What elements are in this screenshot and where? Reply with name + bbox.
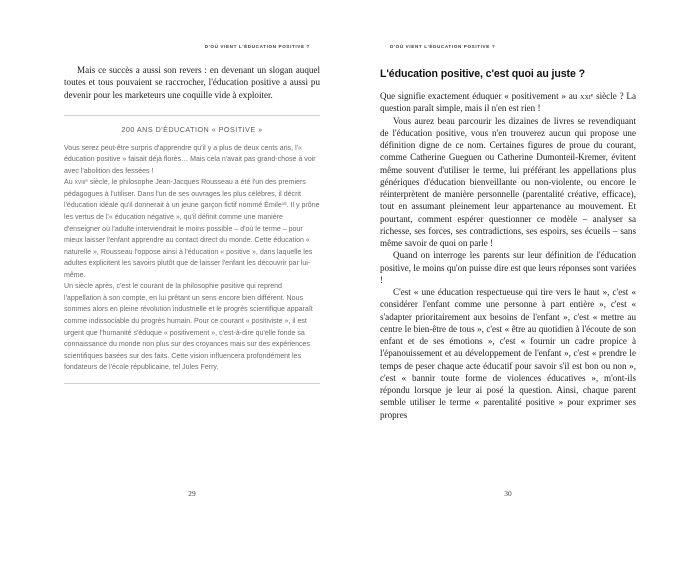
sidebar-paragraph-2: Au xviii$^e$ siècle, le philosophe Jean-Jacques Rousseau a été l'un des premiers pédagogues à l'utiliser. Dans l'un de ses ouvrages les plus célèbres, il décrit l'éducation idéale qu'il donnerait à un jeune garçon fictif nommé Émile$^{15}$. Il y prône les vertus de l'« éducation négative », qu'il définit comme une manière d'enseigner où l'adulte interviendrait le moins possible – d'où le terme – pour mieux laisser l'enfant apprendre au contact direct du monde. Cette éducation « naturelle », Rousseau l'oppose ainsi à l'éducation « positive », dans laquelle les adultes explicitent les savoirs plutôt que de laisser l'enfant les découvrir par lui-même. [64, 178, 320, 279]
right-body-paragraph-3: Quand on interroge les parents sur leur définition de l'éducation positive, le moins qu'on puisse dire est que leurs réponses sont variées ! [380, 250, 636, 285]
sidebar-box [64, 115, 320, 384]
folio-left: 29 [188, 489, 196, 498]
right-body-paragraph-2: Vous aurez beau parcourir les dizaines de livres se revendiquant de l'éducation positive, vous n'en trouverez aucun qui propose une définition digne de ce nom. Certaines figures de proue du courant, comme Catherine Gueguen ou Catherine Dumonteil-Kremer, évitent même souvent d'utiliser le terme, lui préférant les appellations plus génériques d'éducation bienveillante ou non-violente, ou encore le réinterprètent de manière personnelle (parentalité créative, efficace), tout en assumant pleinement leur appartenance au mouvement. Et pourtant, comment espérer questionner ce modèle – analyser sa richesse, ses forces, ses contradictions, ses espoirs, ses écueils – sans même savoir de quoi on parle ! [380, 115, 636, 248]
folio-right: 30 [504, 489, 512, 498]
sidebar-paragraph-1: Vous serez peut-être surpris d'apprendre qu'il y a plus de deux cents ans, l'« éducation positive » faisait déjà florès… Mais cela n'avait pas grand-chose à voir avec l'abolition des fessées ! [64, 144, 316, 175]
sidebar-title: 200 ANS D'ÉDUCATION « POSITIVE » [121, 124, 263, 134]
running-head-left: D'OÙ VIENT L'ÉDUCATION POSITIVE ? [204, 44, 310, 49]
section-heading: L'éducation positive, c'est quoi au juste ? [380, 68, 585, 80]
sidebar-paragraph-3: Un siècle après, c'est le courant de la philosophie positive qui reprend l'appellation à son compte, en lui prêtant un sens encore bien différent. Nous sommes alors en pleine révolution industrielle et le progrès scientifique apparaît comme indissociable du progrès humain. Pour ce courant « positiviste », il est urgent que l'humanité s'éduque « positivement », c'est-à-dire qu'elle fonde sa connaissance du monde non plus sur des croyances mais sur des expériences scientifiques basées sur des faits. Cette vision influencera profondément les fondateurs de l'école républicaine, tel Jules Ferry. [64, 283, 313, 372]
running-head-right: D'OÙ VIENT L'ÉDUCATION POSITIVE ? [390, 44, 496, 49]
right-page [350, 0, 700, 562]
sidebar-top-rule [64, 115, 320, 116]
left-body-paragraph-1: Mais ce succès a aussi son revers : en devenant un slogan auquel toutes et tous pouvaient se raccrocher, l'éducation positive a aussi pu devenir pour les marketeurs une coquille vide à exploiter. [64, 65, 320, 100]
sidebar-bottom-rule [64, 383, 320, 384]
right-body-paragraph-4: C'est « une éducation respectueuse qui tire vers le haut », c'est « considérer l'enfant comme une personne à part entière », c'est « s'adapter prioritairement aux besoins de l'enfant », c'est « mettre au centre le bien-être de tous », c'est « être au quotidien à l'écoute de son enfant et de ses émotions », c'est « fournir un cadre propice à l'épanouissement et au développement de l'enfant », c'est « prendre le temps de peser chaque acte éducatif pour savoir s'il est bon ou non », c'est « bannir toute forme de violences éducatives », m'ont-ils répondu lorsque je leur ai posé la question. Ainsi, chaque parent semble utiliser le terme « parentalité positive » pour exprimer ses propres [380, 287, 636, 420]
right-body-paragraph-1: Que signifie exactement éduquer « positivement » au xxi$^e$ siècle ? La question paraît simple, mais il n'en est rien ! [380, 91, 636, 114]
